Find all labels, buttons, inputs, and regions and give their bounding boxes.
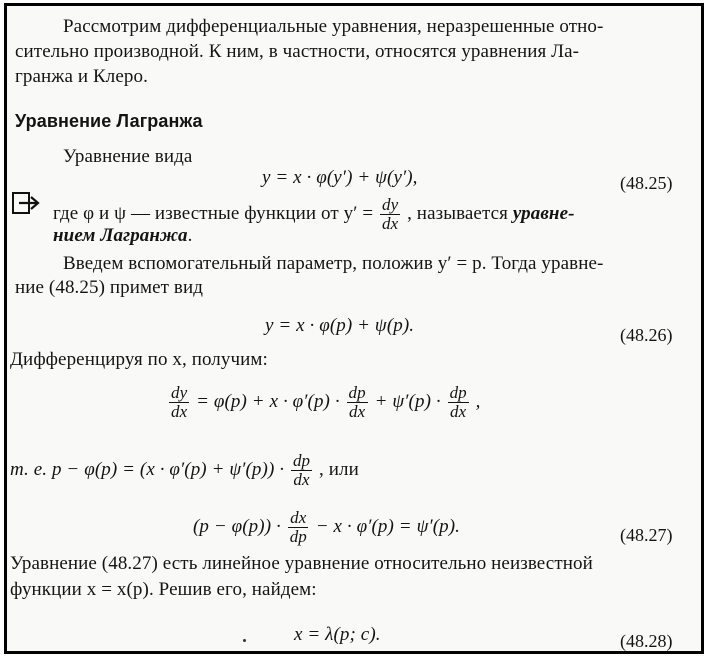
- fraction-numerator: dp: [449, 383, 467, 402]
- definition-end: .: [187, 225, 193, 246]
- linear-line-2: функции x = x(p). Решив его, найдем:: [10, 579, 317, 600]
- linear-line-1: Уравнение (48.27) есть линейное уравнение относительно неизвестной: [10, 553, 593, 574]
- fraction-dx-dp: [288, 509, 309, 546]
- fraction-dy-dx: [380, 196, 400, 233]
- fraction-denominator: dx: [450, 402, 467, 421]
- definition-term-part-1: уравне-: [512, 202, 575, 224]
- definition-line-2: [53, 225, 192, 247]
- equation-derivative-c: ,: [475, 390, 481, 412]
- ie-text-a: т. е. p − φ(p) = (x · φ′(p) + ψ′(p)) ·: [10, 458, 285, 480]
- definition-term-part-2: нием Лагранжа: [53, 225, 188, 246]
- param-line-1: Введем вспомогательный параметр, положив y′ = p. Тогда уравне-: [63, 253, 604, 274]
- intro-line-1: Рассмотрим дифференциальные уравнения, неразрешенные отно-: [63, 16, 604, 37]
- ie-text-b: , или: [319, 458, 359, 480]
- differentiate-line: Дифференцируя по x, получим:: [10, 349, 268, 370]
- definition-text-b: , называется: [407, 202, 508, 224]
- eq-intro-text: Уравнение вида: [63, 146, 193, 167]
- fraction-dp-dx: [347, 384, 368, 421]
- ie-line: [10, 452, 359, 489]
- fraction-denominator: dx: [382, 214, 399, 233]
- fraction-denominator: dx: [349, 402, 366, 421]
- equation-48-27-b: − x · φ′(p) = ψ′(p).: [315, 515, 461, 537]
- equation-48-26: y = x · φ(p) + ψ(p).: [265, 315, 415, 336]
- equation-derivative: [167, 384, 480, 421]
- intro-line-2: сительно производной. К ним, в частности, относятся уравнения Ла-: [15, 41, 580, 62]
- equation-48-28: x = λ(p; c).: [294, 624, 381, 645]
- equation-number-48-26: (48.26): [620, 325, 673, 345]
- fraction-numerator: dy: [171, 383, 188, 402]
- textbook-page: [4, 3, 704, 654]
- equation-48-25: y = x · φ(y′) + ψ(y′),: [262, 167, 418, 188]
- fraction-numerator: dy: [382, 195, 399, 214]
- fraction-denominator: dx: [293, 470, 310, 489]
- speck: [243, 639, 246, 642]
- equation-number-48-28: (48.28): [620, 631, 673, 651]
- fraction-numerator: dx: [290, 508, 307, 527]
- equation-48-27-a: (p − φ(p)) ·: [193, 515, 281, 537]
- fraction-dy-dx-2: [169, 384, 189, 421]
- fraction-dp-dx-3: [291, 452, 312, 489]
- fraction-numerator: dp: [292, 451, 311, 470]
- intro-line-3: гранжа и Клеро.: [15, 66, 148, 87]
- equation-number-48-27: (48.27): [620, 525, 673, 545]
- pointing-arrow-icon: [11, 190, 41, 216]
- equation-derivative-a: = φ(p) + x · φ′(p) ·: [196, 390, 340, 412]
- fraction-denominator: dx: [171, 402, 188, 421]
- equation-derivative-b: + ψ′(p) ·: [374, 390, 441, 412]
- equation-number-48-25: (48.25): [620, 173, 673, 193]
- section-heading: Уравнение Лагранжа: [15, 111, 203, 131]
- definition-text-a: где φ и ψ — известные функции от y′ =: [53, 202, 374, 224]
- equation-48-27: [193, 509, 460, 546]
- fraction-denominator: dp: [289, 527, 307, 546]
- fraction-numerator: dp: [348, 383, 366, 402]
- fraction-dp-dx-2: [448, 384, 469, 421]
- param-line-2: ние (48.25) примет вид: [15, 277, 204, 298]
